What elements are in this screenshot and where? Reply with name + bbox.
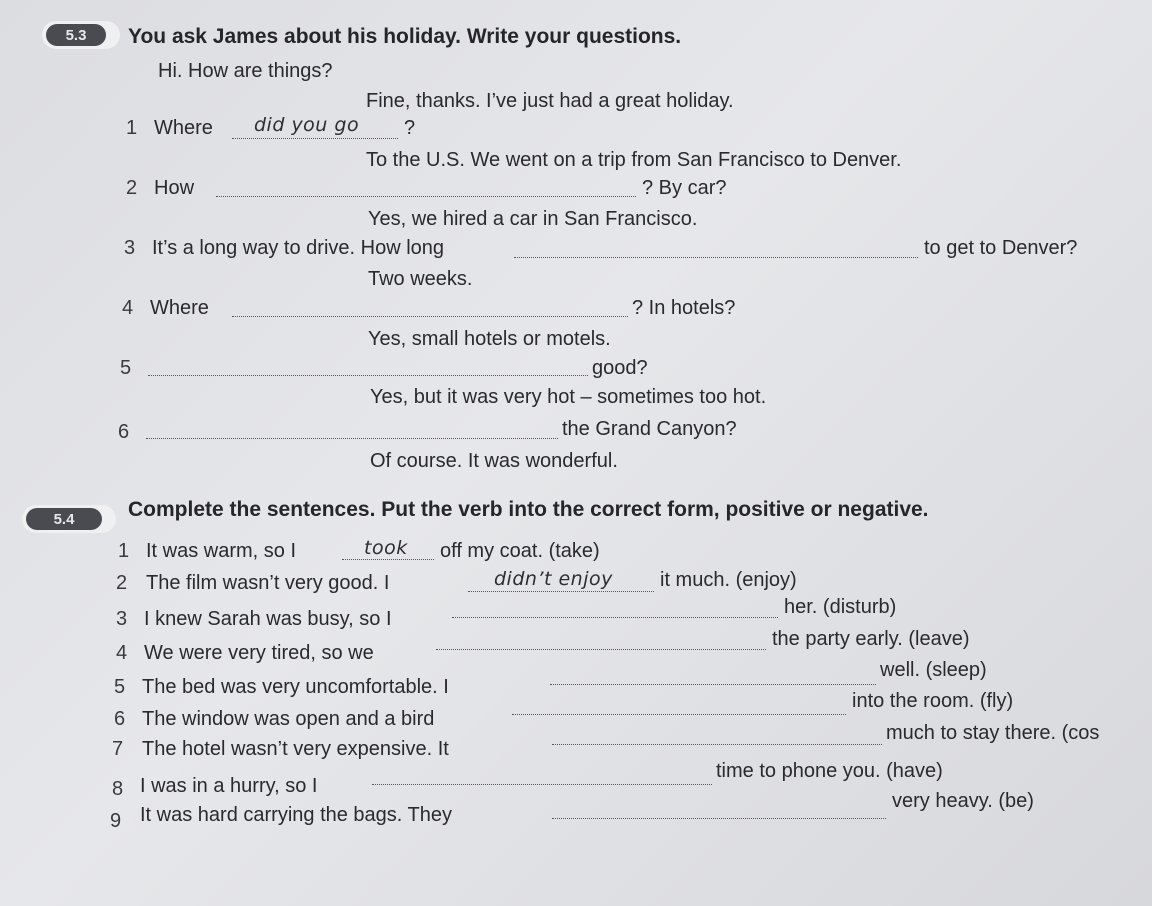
answer-blank[interactable] — [452, 617, 778, 618]
answer-line: Yes, we hired a car in San Francisco. — [368, 208, 698, 230]
sentence-number: 8 — [112, 778, 124, 800]
greeting: Hi. How are things? — [158, 60, 333, 82]
sentence-number: 1 — [118, 540, 130, 562]
answer-blank[interactable] — [232, 316, 628, 317]
sentence-number: 9 — [110, 810, 122, 832]
question-prefix: Where — [150, 297, 209, 319]
question-prefix: Where — [154, 117, 213, 139]
sentence-prefix: It was warm, so I — [146, 540, 297, 562]
handwritten-answer: took — [364, 537, 408, 559]
sentence-number: 4 — [116, 642, 128, 664]
sentence-number: 3 — [116, 608, 128, 630]
sentence-prefix: The bed was very uncomfortable. I — [142, 676, 449, 698]
answer-blank[interactable] — [342, 559, 434, 560]
question-prefix: It’s a long way to drive. How long — [152, 237, 445, 259]
sentence-suffix: it much. (enjoy) — [660, 569, 797, 591]
sentence-suffix: time to phone you. (have) — [716, 760, 943, 782]
question-prefix: How — [154, 177, 195, 199]
exercise-badge-5-3: 5.3 — [46, 24, 106, 46]
sentence-number: 5 — [114, 676, 126, 698]
sentence-number: 2 — [116, 572, 128, 594]
sentence-suffix: the party early. (leave) — [772, 628, 970, 650]
question-number: 2 — [126, 177, 138, 199]
answer-blank[interactable] — [232, 138, 398, 139]
question-number: 5 — [120, 357, 132, 379]
sentence-suffix: very heavy. (be) — [892, 790, 1034, 812]
question-number: 4 — [122, 297, 134, 319]
question-suffix: ? By car? — [642, 177, 727, 199]
sentence-number: 7 — [112, 738, 124, 760]
answer-blank[interactable] — [512, 714, 846, 715]
question-suffix: to get to Denver? — [924, 237, 1078, 259]
handwritten-answer: didn’t enjoy — [494, 568, 613, 590]
sentence-prefix: I knew Sarah was busy, so I — [144, 608, 392, 630]
sentence-prefix: The hotel wasn’t very expensive. It — [142, 738, 449, 760]
answer-line: Fine, thanks. I’ve just had a great holiday. — [366, 90, 734, 112]
sentence-prefix: The film wasn’t very good. I — [146, 572, 390, 594]
question-suffix: ? — [404, 117, 416, 139]
sentence-suffix: much to stay there. (cos — [886, 722, 1100, 744]
question-number: 6 — [118, 421, 130, 443]
question-suffix: ? In hotels? — [632, 297, 736, 319]
exercise-title: Complete the sentences. Put the verb into the correct form, positive or negative. — [128, 498, 929, 521]
answer-blank[interactable] — [552, 744, 882, 745]
answer-blank[interactable] — [148, 375, 588, 376]
sentence-number: 6 — [114, 708, 126, 730]
sentence-prefix: I was in a hurry, so I — [140, 775, 318, 797]
answer-line: Two weeks. — [368, 268, 473, 290]
answer-line: Yes, small hotels or motels. — [368, 328, 611, 350]
answer-line: Yes, but it was very hot – sometimes too hot. — [370, 386, 767, 408]
answer-blank[interactable] — [550, 684, 876, 685]
sentence-prefix: It was hard carrying the bags. They — [140, 804, 453, 826]
sentence-prefix: The window was open and a bird — [142, 708, 435, 730]
sentence-prefix: We were very tired, so we — [144, 642, 374, 664]
handwritten-answer: did you go — [254, 114, 360, 136]
exercise-badge-5-4: 5.4 — [26, 508, 102, 530]
answer-blank[interactable] — [146, 438, 558, 439]
answer-line: Of course. It was wonderful. — [370, 450, 618, 472]
question-suffix: good? — [592, 357, 648, 379]
question-number: 3 — [124, 237, 136, 259]
answer-line: To the U.S. We went on a trip from San Francisco to Denver. — [366, 149, 902, 171]
question-suffix: the Grand Canyon? — [562, 418, 737, 440]
answer-blank[interactable] — [468, 591, 654, 592]
exercise-title: You ask James about his holiday. Write your questions. — [128, 25, 682, 48]
question-number: 1 — [126, 117, 138, 139]
answer-blank[interactable] — [436, 649, 766, 650]
answer-blank[interactable] — [514, 257, 918, 258]
sentence-suffix: off my coat. (take) — [440, 540, 600, 562]
answer-blank[interactable] — [216, 196, 636, 197]
sentence-suffix: into the room. (fly) — [852, 690, 1014, 712]
sentence-suffix: well. (sleep) — [880, 659, 987, 681]
answer-blank[interactable] — [552, 818, 886, 819]
sentence-suffix: her. (disturb) — [784, 596, 897, 618]
answer-blank[interactable] — [372, 784, 712, 785]
